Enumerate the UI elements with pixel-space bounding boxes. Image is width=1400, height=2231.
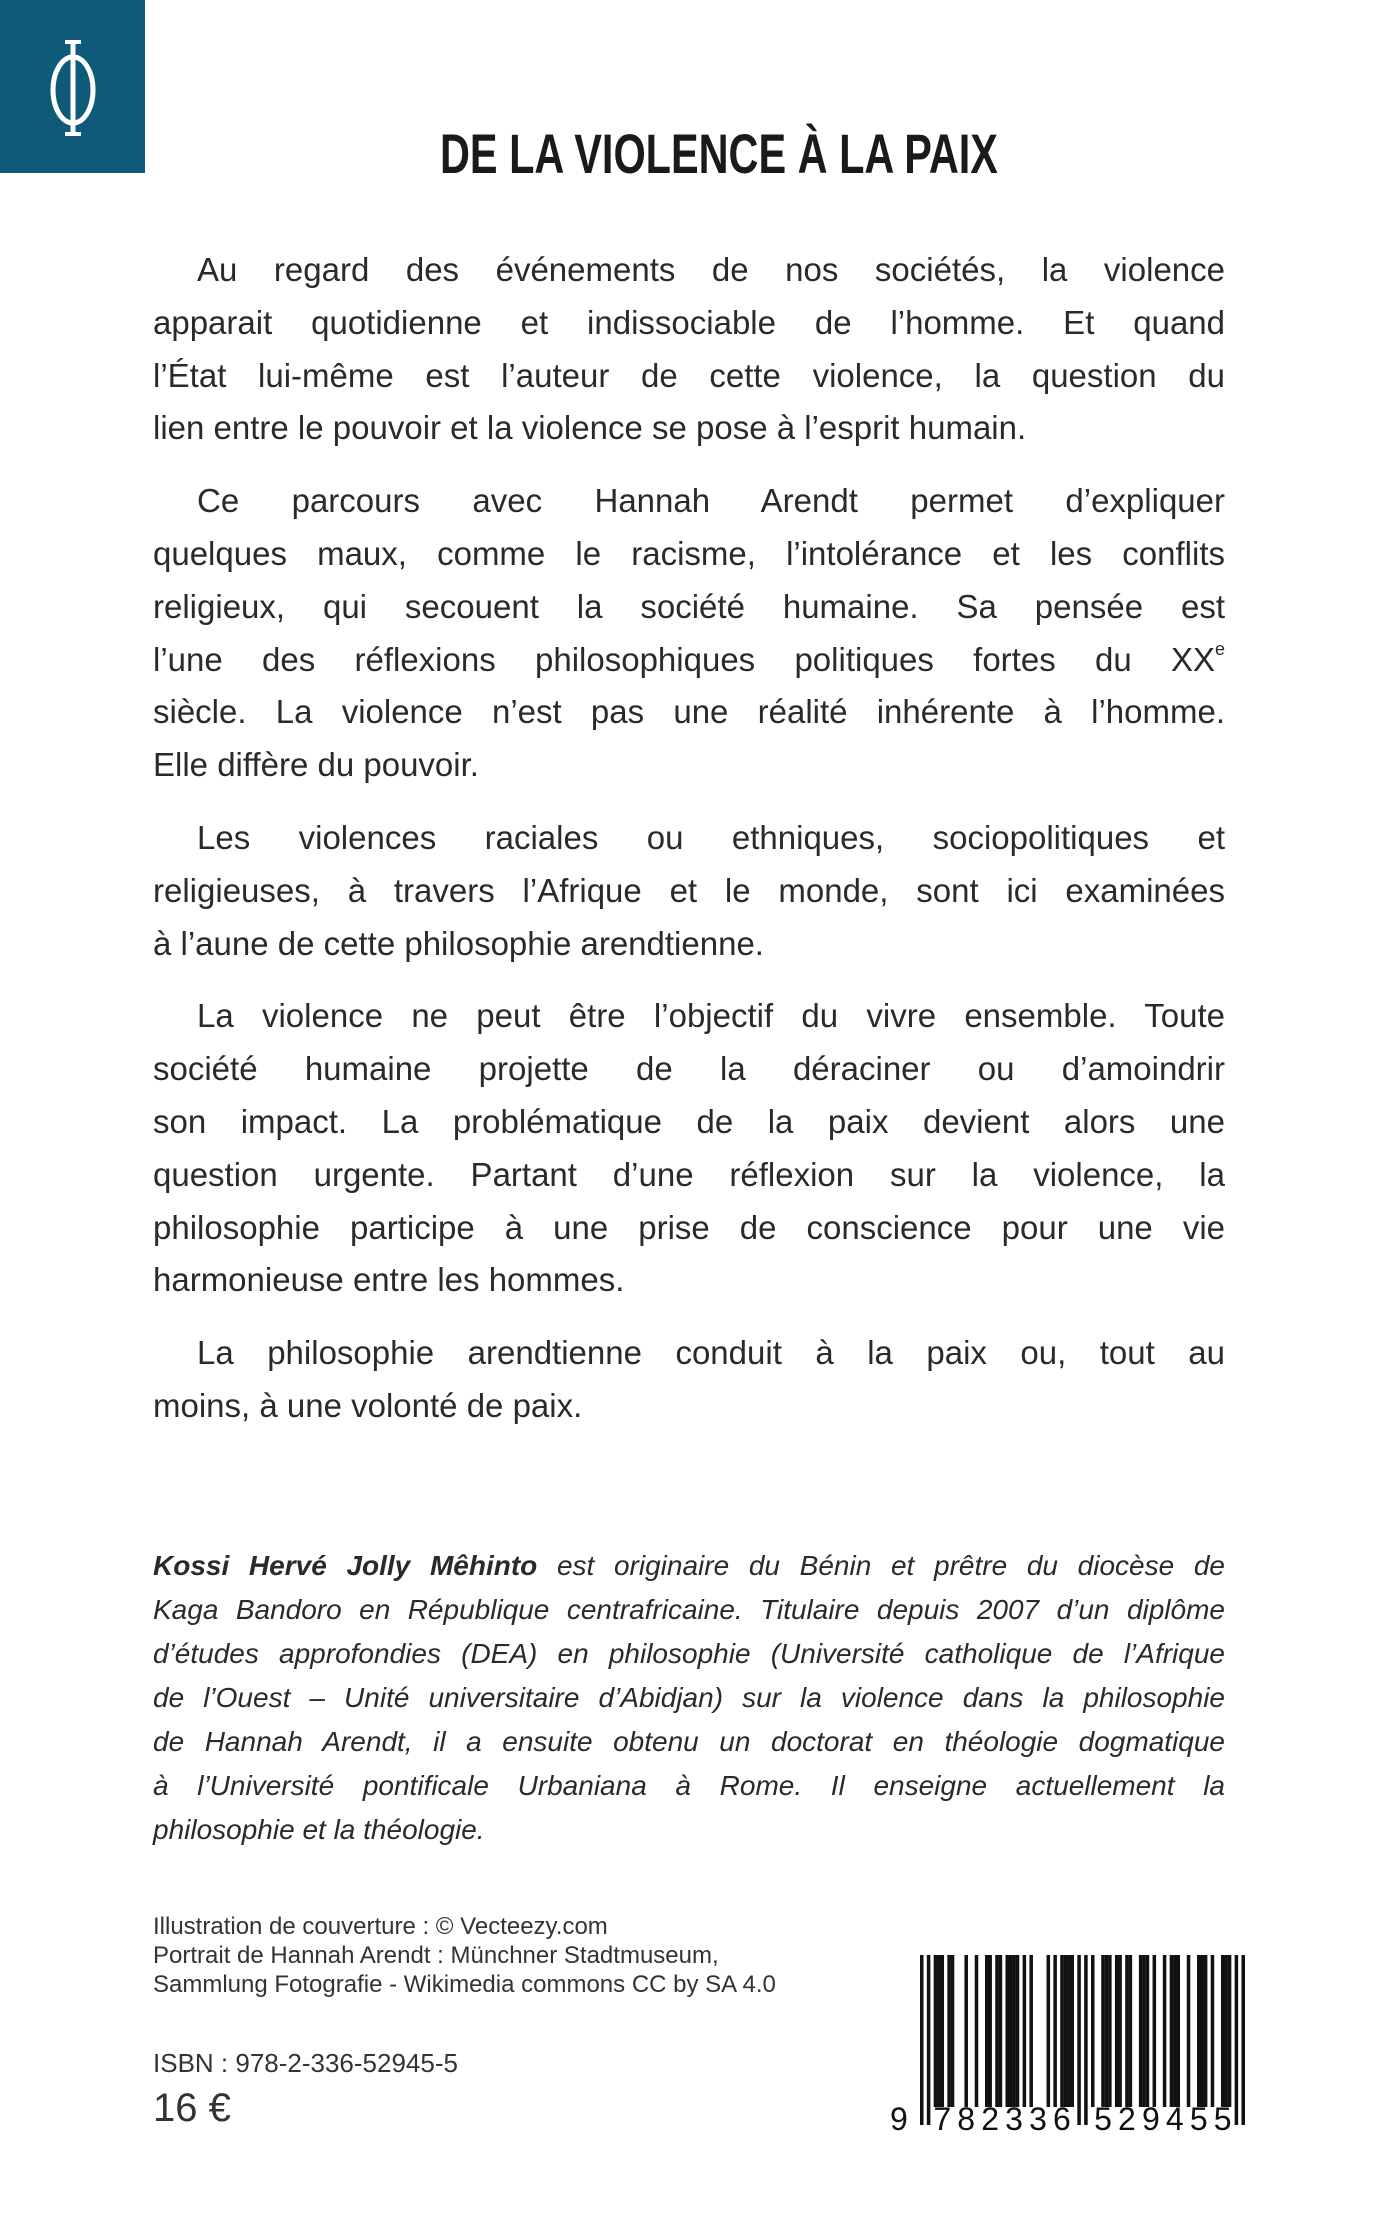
barcode-bar <box>988 1955 992 2107</box>
bio-line <box>153 1544 1225 1588</box>
barcode-bar <box>1177 1955 1181 2107</box>
barcode-guard-bar <box>927 1955 931 2125</box>
paragraph <box>153 475 1225 792</box>
barcode-bar <box>937 1955 941 2107</box>
line-text: harmonieuse entre les hommes. <box>153 1261 625 1299</box>
barcode-digit: 2 <box>981 2101 1000 2135</box>
barcode-digit: 3 <box>1005 2101 1023 2135</box>
barcode-digit: 5 <box>1094 2101 1112 2135</box>
barcode-bar <box>985 1955 989 2107</box>
barcode-bar <box>1012 1955 1016 2107</box>
text-line <box>153 1327 1225 1380</box>
barcode-bar <box>1204 1955 1208 2107</box>
text-line <box>153 581 1225 634</box>
text-line <box>153 1149 1225 1202</box>
barcode-bar <box>951 1955 955 2107</box>
line-text: Elle diffère du pouvoir. <box>153 746 479 784</box>
barcode-guard-bar <box>1235 1955 1239 2125</box>
barcode-bar <box>1009 1955 1013 2107</box>
barcode-bar <box>1224 1955 1228 2107</box>
text-line <box>153 1043 1225 1096</box>
barcode-bar <box>1173 1955 1177 2107</box>
paragraph <box>153 1327 1225 1433</box>
line-text: philosophie participe à une prise de conscience pour une vie <box>153 1208 1225 1246</box>
barcode-digit: 9 <box>890 2101 908 2135</box>
bio-line: d’études approfondies (DEA) en philosophie (Université catholique de l’Afrique <box>153 1638 1225 1669</box>
text-line <box>153 1096 1225 1149</box>
line-text: Les violences raciales ou ethniques, sociopolitiques et <box>197 818 1225 856</box>
text-line <box>153 918 1225 971</box>
barcode <box>880 1950 1260 2135</box>
line-text: société humaine projette de la déraciner ou d’amoindrir <box>153 1050 1225 1088</box>
barcode-bar <box>1129 1955 1133 2107</box>
line-text: son impact. La problématique de la paix devient alors une <box>153 1102 1225 1140</box>
barcode-bar <box>1170 1955 1174 2107</box>
barcode-bar <box>964 1955 968 2107</box>
barcode-bar <box>934 1955 938 2107</box>
text-line <box>153 686 1225 739</box>
barcode-bar <box>1047 1955 1051 2107</box>
barcode-bar <box>1029 1955 1033 2107</box>
text-line <box>153 634 1225 687</box>
phi-logo-icon <box>38 38 108 138</box>
barcode-bar <box>1016 1955 1020 2107</box>
barcode-bar <box>1108 1955 1112 2107</box>
barcode-bar <box>1146 1955 1150 2107</box>
barcode-bar <box>995 1955 999 2107</box>
text-line <box>153 1380 1225 1433</box>
barcode-guard-bar <box>1084 1955 1088 2125</box>
text-line <box>153 990 1225 1043</box>
text-line <box>153 475 1225 528</box>
barcode-bar <box>1023 1955 1027 2107</box>
line-text: Au regard des événements de nos sociétés, la violence <box>197 251 1225 288</box>
bio-line: de Hannah Arendt, il a ensuite obtenu un doctorat en théologie dogmatique <box>153 1726 1225 1757</box>
text-line <box>153 402 1225 455</box>
text-line <box>153 1254 1225 1307</box>
barcode-bar <box>999 1955 1003 2107</box>
line-text: l’une des réflexions philosophiques politiques fortes du XX <box>153 640 1215 678</box>
century-superscript: e <box>1214 638 1225 659</box>
barcode-guard-bar <box>920 1955 924 2125</box>
text-line <box>153 739 1225 792</box>
barcode-digit: 9 <box>1141 2101 1160 2135</box>
text-line <box>153 244 1225 297</box>
barcode-digit: 6 <box>1053 2101 1071 2135</box>
paragraph <box>153 244 1225 455</box>
barcode-digit: 5 <box>1213 2101 1232 2135</box>
barcode-bar <box>1211 1955 1215 2107</box>
text-line <box>153 297 1225 350</box>
barcode-digit: 4 <box>1165 2101 1184 2135</box>
barcode-bar <box>1139 1955 1143 2107</box>
barcode-bar <box>1053 1955 1057 2107</box>
credit-line: Sammlung Fotografie - Wikimedia commons CC by SA 4.0 <box>153 1971 776 1998</box>
image-credits <box>153 1912 776 1999</box>
bio-line: de l’Ouest – Unité universitaire d’Abidjan) sur la violence dans la philosophie <box>153 1682 1225 1713</box>
line-text: religieux, qui secouent la société humaine. Sa pensée est <box>153 587 1225 625</box>
barcode-bar <box>1060 1955 1064 2107</box>
credit-line: Illustration de couverture : © Vecteezy.com <box>153 1913 608 1940</box>
barcode-bar <box>1101 1955 1105 2107</box>
paragraph <box>153 990 1225 1307</box>
line-text: moins, à une volonté de paix. <box>153 1386 583 1424</box>
credit-line: Portrait de Hannah Arendt : Münchner Stadtmuseum, <box>153 1942 719 1969</box>
text-line <box>153 1202 1225 1255</box>
barcode-bar <box>1197 1955 1201 2107</box>
line-text: siècle. La violence n’est pas une réalité inhérente à l’homme. <box>153 693 1225 731</box>
line-text: La philosophie arendtienne conduit à la paix ou, tout au <box>197 1334 1225 1372</box>
line-text: La violence ne peut être l’objectif du vivre ensemble. Toute <box>197 997 1225 1035</box>
barcode-bar <box>1115 1955 1119 2107</box>
barcode-digit: 5 <box>1189 2101 1208 2135</box>
barcode-digit: 7 <box>933 2101 952 2135</box>
isbn: ISBN : 978-2-336-52945-5 <box>153 2048 458 2078</box>
barcode-digit: 3 <box>1029 2101 1047 2135</box>
line-text: apparait quotidienne et indissociable de l’homme. Et quand <box>153 303 1225 341</box>
book-title: DE LA VIOLENCE À LA PAIX <box>440 122 998 185</box>
barcode-bar <box>1067 1955 1071 2107</box>
barcode-guard-bar <box>1241 1955 1245 2125</box>
text-line <box>153 865 1225 918</box>
barcode-bar <box>1163 1955 1167 2107</box>
barcode-bar <box>947 1955 951 2107</box>
barcode-digit: 2 <box>1118 2101 1136 2135</box>
barcode-bar <box>1153 1955 1157 2107</box>
line-text: lien entre le pouvoir et la violence se pose à l’esprit humain. <box>153 409 1027 447</box>
barcode-bar <box>1228 1955 1232 2107</box>
barcode-bar <box>1006 1955 1010 2107</box>
text-line <box>153 350 1225 403</box>
barcode-digit: 8 <box>957 2101 976 2135</box>
barcode-bar <box>1091 1955 1095 2107</box>
barcode-bar <box>1125 1955 1129 2107</box>
publisher-logo <box>0 0 145 173</box>
text-line <box>153 528 1225 581</box>
barcode-bar <box>1064 1955 1068 2107</box>
barcode-bar <box>975 1955 979 2107</box>
barcode-bar <box>1070 1955 1074 2107</box>
line-text: à l’aune de cette philosophie arendtienne. <box>153 924 764 962</box>
barcode-bar <box>1105 1955 1109 2107</box>
bio-line: Kaga Bandoro en République centrafricaine. Titulaire depuis 2007 d’un diplôme <box>153 1594 1225 1625</box>
bio-text: est originaire du Bénin et prêtre du diocèse de <box>537 1550 1225 1581</box>
text-line <box>153 812 1225 865</box>
barcode-bar <box>941 1955 945 2107</box>
barcode-bar <box>1200 1955 1204 2107</box>
barcode-bar <box>1221 1955 1225 2107</box>
line-text: Ce parcours avec Hannah Arendt permet d’expliquer <box>197 482 1225 520</box>
line-text: l’État lui-même est l’auteur de cette violence, la question du <box>153 356 1225 394</box>
bio-line: à l’Université pontificale Urbaniana à Rome. Il enseigne actuellement la <box>153 1770 1225 1801</box>
bio-line: philosophie et la théologie. <box>153 1814 485 1845</box>
author-name: Kossi Hervé Jolly Mêhinto <box>153 1550 538 1581</box>
price: 16 € <box>153 2086 231 2130</box>
line-text: question urgente. Partant d’une réflexion sur la violence, la <box>153 1155 1225 1193</box>
author-bio <box>153 1544 1225 1852</box>
paragraph <box>153 812 1225 970</box>
line-text: religieuses, à travers l’Afrique et le monde, sont ici examinées <box>153 871 1225 909</box>
barcode-guard-bar <box>1077 1955 1081 2125</box>
line-text: quelques maux, comme le racisme, l’intolérance et les conflits <box>153 534 1225 572</box>
barcode-bar <box>1187 1955 1191 2107</box>
barcode-bar <box>1118 1955 1122 2107</box>
summary-text <box>153 244 1225 1453</box>
barcode-bar <box>1142 1955 1146 2107</box>
